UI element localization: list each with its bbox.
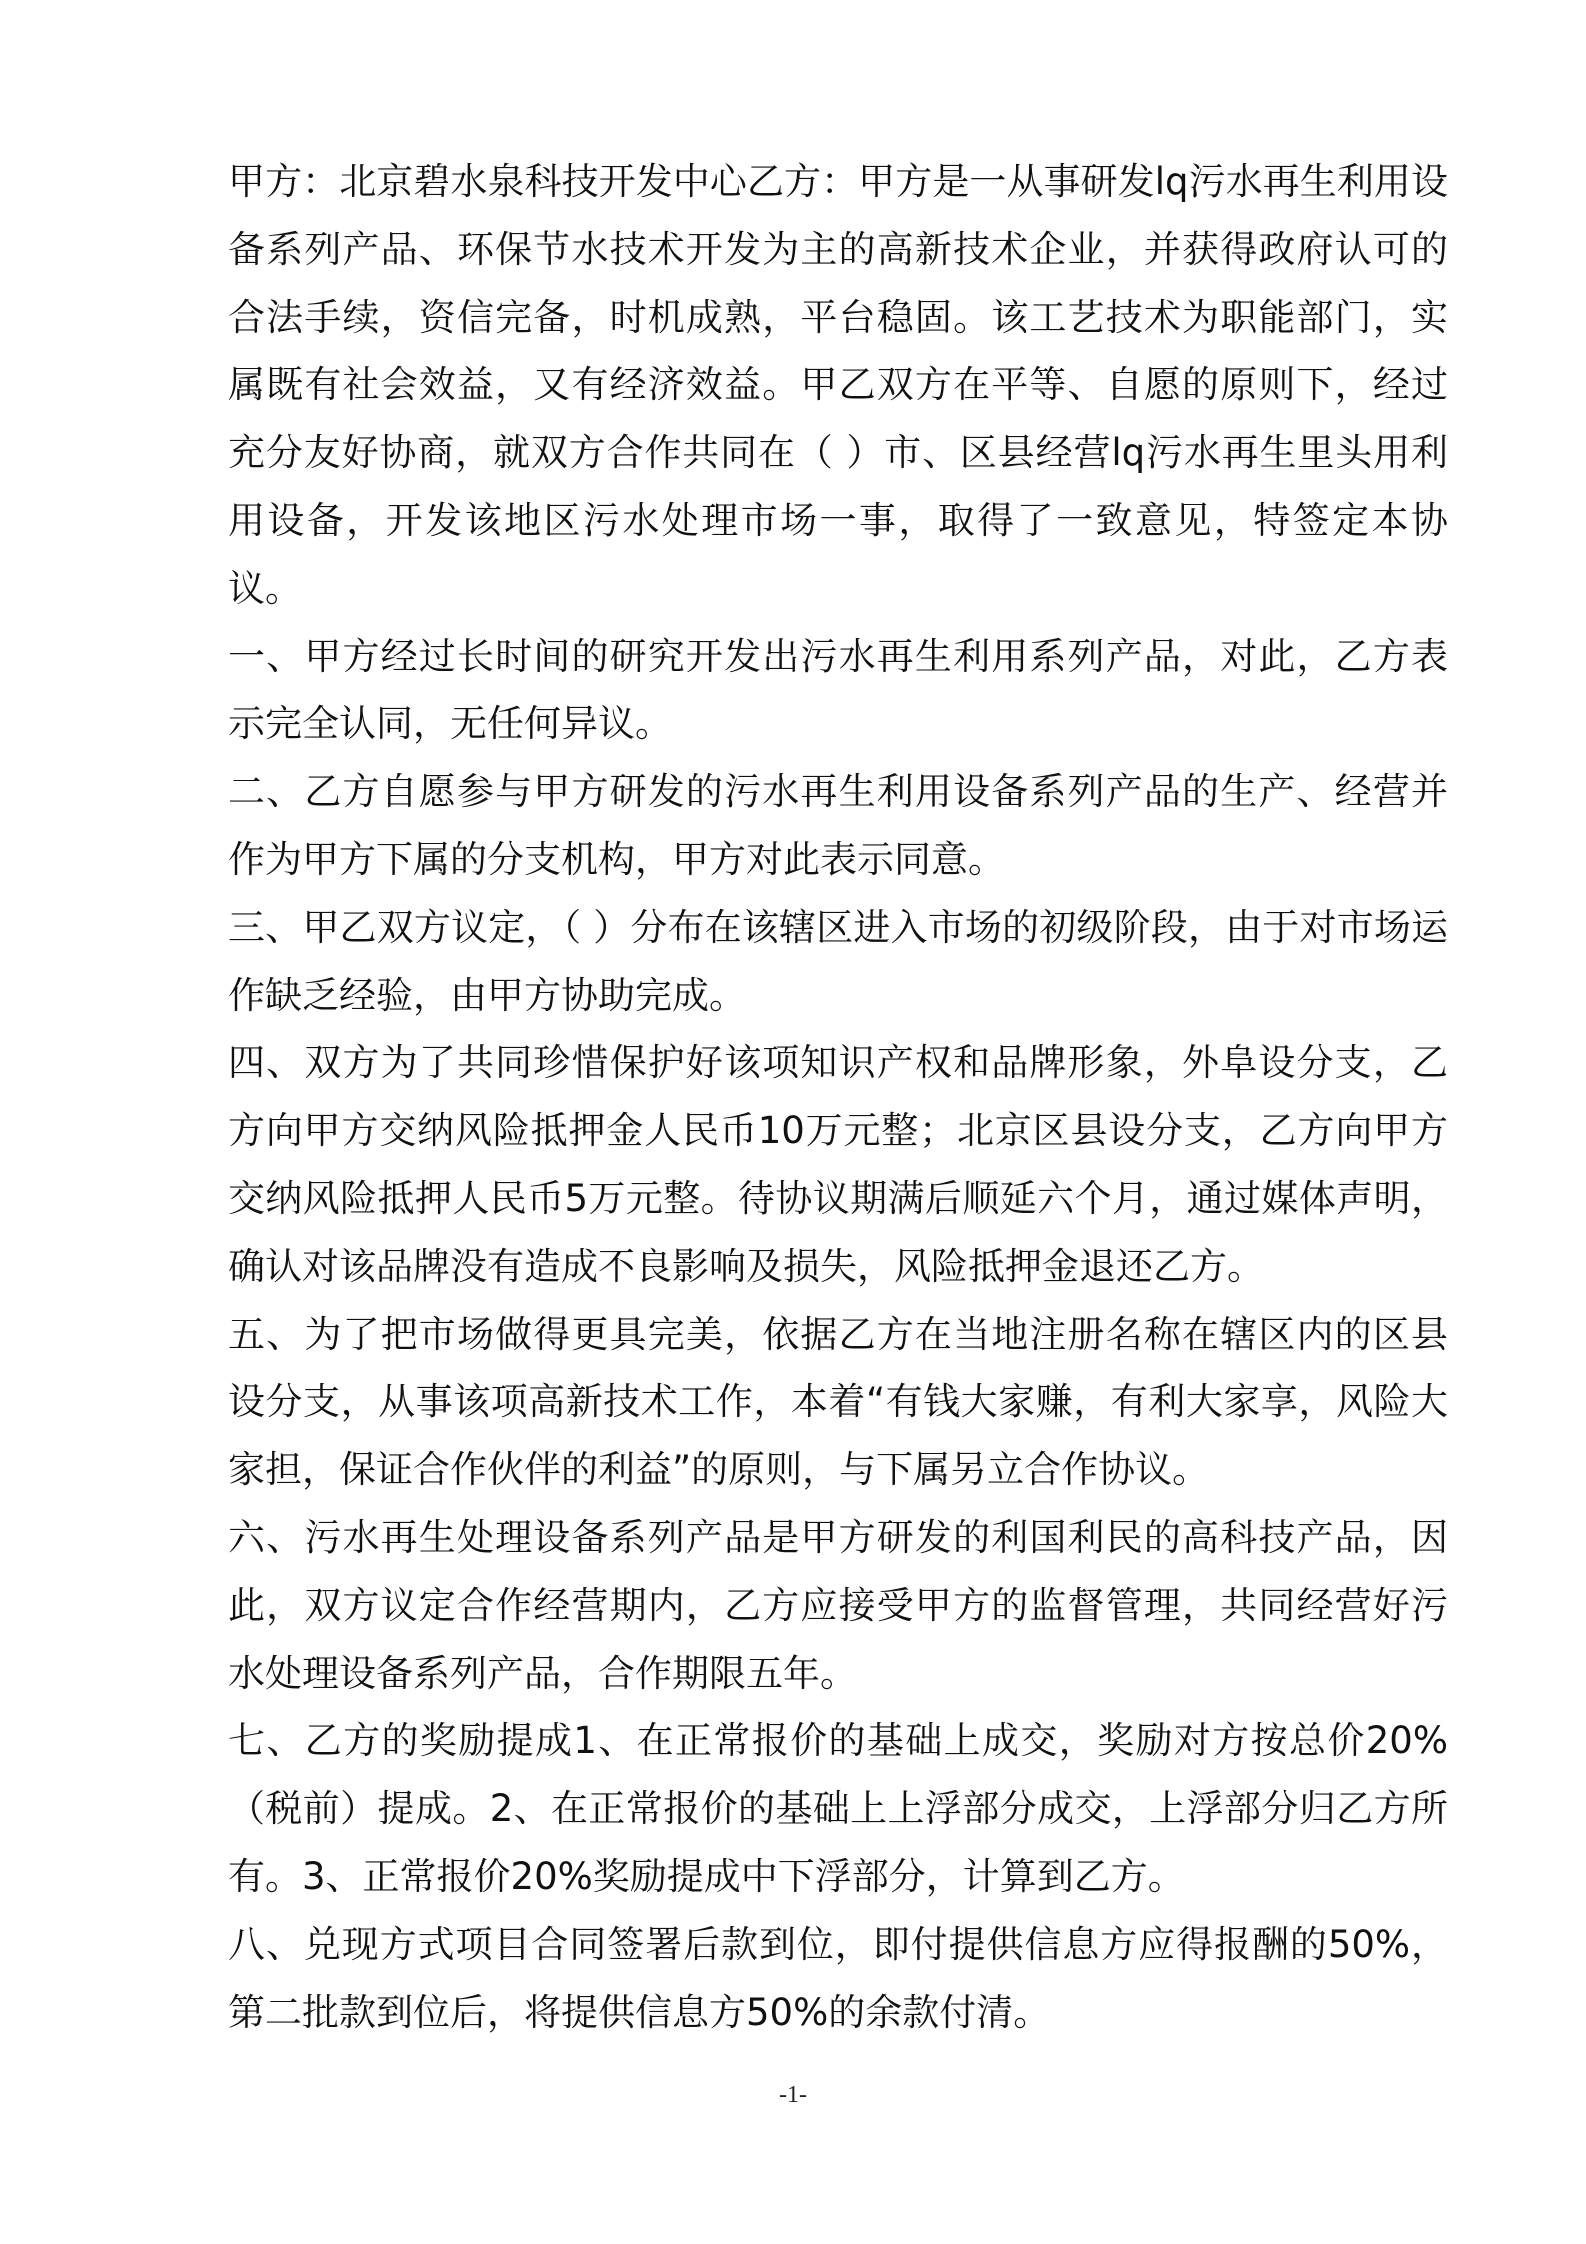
clause-5: 五、为了把市场做得更具完美，依据乙方在当地注册名称在辖区内的区县设分支，从事该项高新技术工作，本着“有钱大家赚，有利大家享，风险大家担，保证合作伙伴的利益”的原则，与下属另立合作协议。 xyxy=(228,1312,1448,1492)
clause-6: 六、污水再生处理设备系列产品是甲方研发的利国利民的高科技产品，因此，双方议定合作经营期内，乙方应接受甲方的监督管理，共同经营好污水处理设备系列产品，合作期限五年。 xyxy=(228,1515,1448,1695)
clause-4: 四、双方为了共同珍惜保护好该项知识产权和品牌形象，外阜设分支，乙方向甲方交纳风险抵押金人民币10万元整；北京区县设分支，乙方向甲方交纳风险抵押人民币5万元整。待协议期满后顺延六个月，通过媒体声明，确认对该品牌没有造成不良影响及损失，风险抵押金退还乙方。 xyxy=(228,1041,1448,1288)
preamble-paragraph: 甲方：北京碧水泉科技开发中心乙方：甲方是一从事研发lq污水再生利用设备系列产品、环保节水技术开发为主的高新技术企业，并获得政府认可的合法手续，资信完备，时机成熟，平台稳固。该工艺技术为职能部门，实属既有社会效益，又有经济效益。甲乙双方在平等、自愿的原则下，经过充分友好协商，就双方合作共同在（ ）市、区县经营lq污水再生里头用利用设备，开发该地区污水处理市场一事，取得了一致意见，特签定本协议。 xyxy=(228,160,1448,610)
clause-8: 八、兑现方式项目合同签署后款到位，即付提供信息方应得报酬的50%，第二批款到位后，将提供信息方50%的余款付清。 xyxy=(228,1922,1448,2034)
clause-2: 二、乙方自愿参与甲方研发的污水再生利用设备系列产品的生产、经营并作为甲方下属的分支机构，甲方对此表示同意。 xyxy=(228,770,1448,881)
clause-7: 七、乙方的奖励提成1、在正常报价的基础上成交，奖励对方按总价20%（税前）提成。2、在正常报价的基础上上浮部分成交，上浮部分归乙方所有。3、正常报价20%奖励提成中下浮部分，计算到乙方。 xyxy=(228,1719,1448,1898)
page-number: -1- xyxy=(779,2082,807,2108)
clause-1: 一、甲方经过长时间的研究开发出污水再生利用系列产品，对此，乙方表示完全认同，无任何异议。 xyxy=(228,634,1448,746)
agreement-body xyxy=(228,148,1448,2046)
clause-3: 三、甲乙双方议定，（ ）分布在该辖区进入市场的初级阶段，由于对市场运作缺乏经验，由甲方协助完成。 xyxy=(228,905,1448,1017)
